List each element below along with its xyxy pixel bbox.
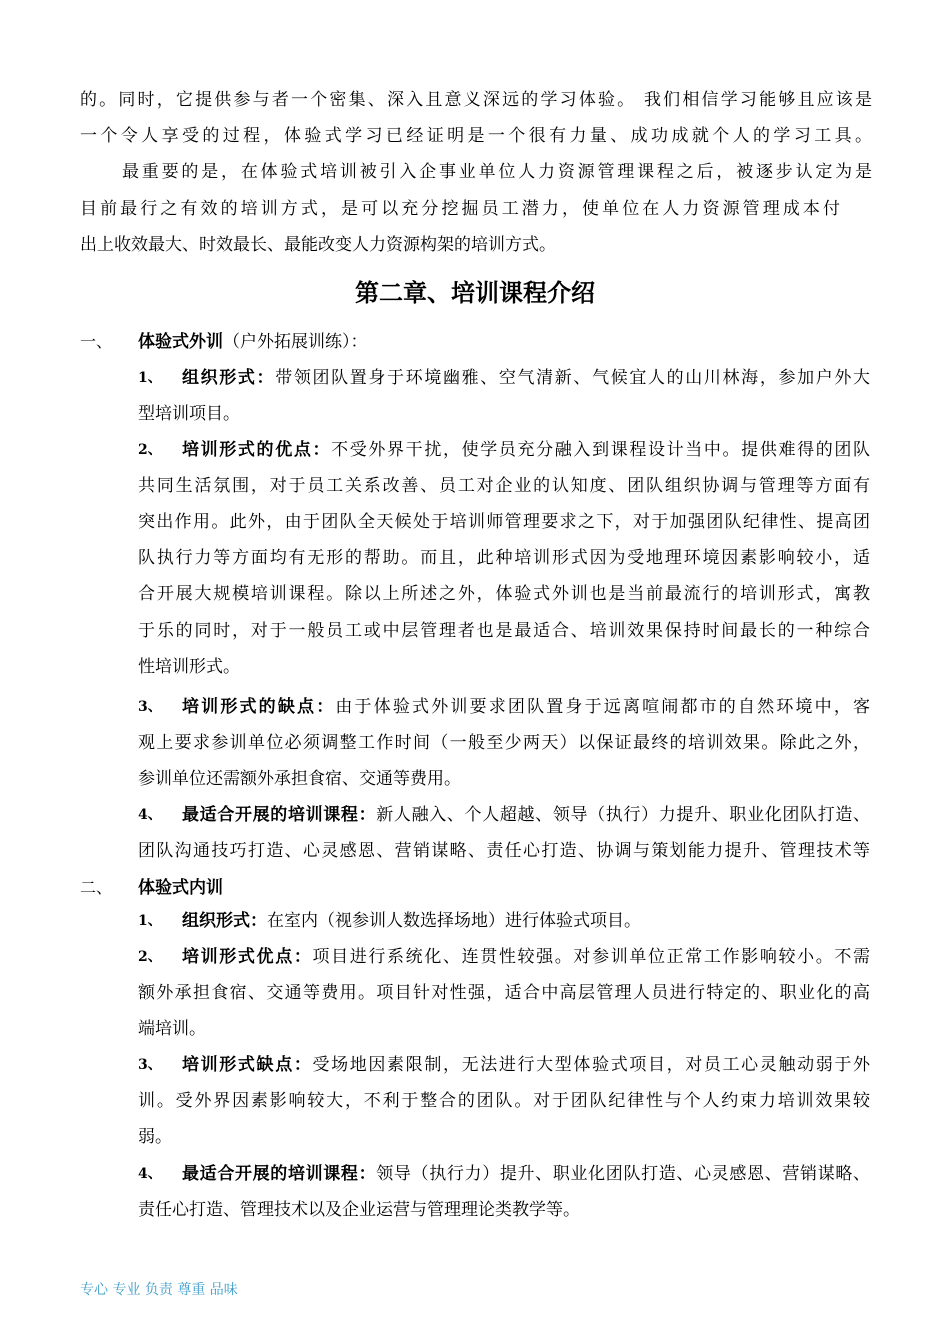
s1-item-1-number: 1、 xyxy=(138,370,162,386)
s1-item-3-label: 培训形式的缺点： xyxy=(182,697,336,717)
s1-item-3-line-3: 参训单位还需额外承担食宿、交通等费用。 xyxy=(138,769,461,789)
s2-item-2-label: 培训形式优点： xyxy=(182,947,313,967)
s1-item-2-line-4: 队执行力等方面均有无形的帮助。而且，此种培训形式因为受地理环境因素影响较小，适 xyxy=(138,548,870,568)
s2-item-2-line-1 xyxy=(182,945,870,969)
s1-item-3-line-2: 观上要求参训单位必须调整工作时间（一般至少两天）以保证最终的培训效果。除此之外， xyxy=(138,733,870,753)
s2-item-3-text-1: 受场地因素限制，无法进行大型体验式项目，对员工心灵触动弱于外 xyxy=(312,1055,870,1075)
s1-item-2-line-3: 突出作用。此外，由于团队全天候处于培训师管理要求之下，对于加强团队纪律性、提高团 xyxy=(138,512,870,532)
section-2-number: 二、 xyxy=(80,878,113,897)
s2-item-4-text-1: 领导（执行力）提升、职业化团队打造、心灵感恩、营销谋略、 xyxy=(376,1164,870,1184)
footer-slogan: 专心 专业 负责 尊重 品味 xyxy=(80,1282,238,1298)
s1-item-3-number: 3、 xyxy=(138,699,162,715)
s1-item-2-line-2: 共同生活氛围，对于员工关系改善、员工对企业的认知度、团队组织协调与管理等方面有 xyxy=(138,476,870,496)
s1-item-4-label: 最适合开展的培训课程： xyxy=(182,805,377,825)
s2-item-4-label: 最适合开展的培训课程： xyxy=(182,1164,377,1184)
s1-item-2-line-7: 性培训形式。 xyxy=(138,657,240,677)
intro-line-2: 一个令人享受的过程，体验式学习已经证明是一个很有力量、成功成就个人的学习工具。 xyxy=(80,126,872,146)
s1-item-2-line-6: 于乐的同时，对于一般员工或中层管理者也是最适合、培训效果保持时间最长的一种综合 xyxy=(138,621,870,641)
s1-item-2-line-1 xyxy=(182,438,870,462)
s2-item-2-line-2: 额外承担食宿、交通等费用。项目针对性强，适合中高层管理人员进行特定的、职业化的高 xyxy=(138,983,870,1003)
s2-item-4-number: 4、 xyxy=(138,1166,162,1182)
s1-item-1-text-1: 带领团队置身于环境幽雅、空气清新、气候宜人的山川林海，参加户外大 xyxy=(275,368,870,388)
s2-item-3-line-2: 训。受外界因素影响较大，不利于整合的团队。对于团队纪律性与个人约束力培训效果较 xyxy=(138,1091,870,1111)
s1-item-3-text-1: 由于体验式外训要求团队置身于远离喧闹都市的自然环境中，客 xyxy=(335,697,870,717)
s1-item-1-line-1 xyxy=(182,366,870,390)
section-1-number: 一、 xyxy=(80,332,113,351)
s2-item-1-number: 1、 xyxy=(138,913,162,929)
s2-item-1-label: 组织形式： xyxy=(182,911,267,931)
s2-item-1-line-1 xyxy=(182,909,870,933)
s2-item-3-number: 3、 xyxy=(138,1057,162,1073)
s2-item-3-line-3: 弱。 xyxy=(138,1127,172,1147)
s1-item-2-line-5: 合开展大规模培训课程。除以上所述之外，体验式外训也是当前最流行的培训形式，寓教 xyxy=(138,584,870,604)
s1-item-2-text-1: 不受外界干扰，使学员充分融入到课程设计当中。提供难得的团队 xyxy=(331,440,870,460)
s2-item-1-text-1: 在室内（视参训人数选择场地）进行体验式项目。 xyxy=(267,911,641,931)
intro-line-1: 的。同时，它提供参与者一个密集、深入且意义深远的学习体验。 我们相信学习能够且应该是 xyxy=(80,90,872,110)
section-1-title-rest: （户外拓展训练）： xyxy=(223,332,368,352)
s1-item-4-text-1: 新人融入、个人超越、领导（执行）力提升、职业化团队打造、 xyxy=(376,805,870,825)
intro-line-4: 目前最行之有效的培训方式，是可以充分挖掘员工潜力，使单位在人力资源管理成本付 xyxy=(80,199,840,219)
s1-item-1-label: 组织形式： xyxy=(182,368,276,388)
s1-item-4-number: 4、 xyxy=(138,807,162,823)
s1-item-2-number: 2、 xyxy=(138,442,162,458)
intro-line-3: 最重要的是，在体验式培训被引入企事业单位人力资源管理课程之后，被逐步认定为是 xyxy=(122,162,872,182)
s1-item-4-line-1 xyxy=(182,803,870,827)
chapter-title: 第二章、培训课程介绍 xyxy=(355,279,595,307)
s2-item-4-line-1 xyxy=(182,1162,870,1186)
intro-line-5: 出上收效最大、时效最长、最能改变人力资源构架的培训方式。 xyxy=(80,235,556,255)
s2-item-3-line-1 xyxy=(182,1053,870,1077)
s1-item-3-line-1 xyxy=(182,695,870,719)
s2-item-2-number: 2、 xyxy=(138,949,162,965)
s1-item-2-label: 培训形式的优点： xyxy=(182,440,332,460)
section-1-title xyxy=(138,330,368,354)
s1-item-1-line-2: 型培训项目。 xyxy=(138,404,240,424)
s2-item-3-label: 培训形式缺点： xyxy=(182,1055,313,1075)
s2-item-4-line-2: 责任心打造、管理技术以及企业运营与管理理论类教学等。 xyxy=(138,1200,580,1220)
section-1-title-bold: 体验式外训 xyxy=(138,332,223,352)
section-2-title: 体验式内训 xyxy=(138,878,223,898)
s2-item-2-line-3: 端培训。 xyxy=(138,1019,206,1039)
s2-item-2-text-1: 项目进行系统化、连贯性较强。对参训单位正常工作影响较小。不需 xyxy=(312,947,870,967)
s1-item-4-line-2: 团队沟通技巧打造、心灵感恩、营销谋略、责任心打造、协调与策划能力提升、管理技术等 xyxy=(138,841,870,861)
